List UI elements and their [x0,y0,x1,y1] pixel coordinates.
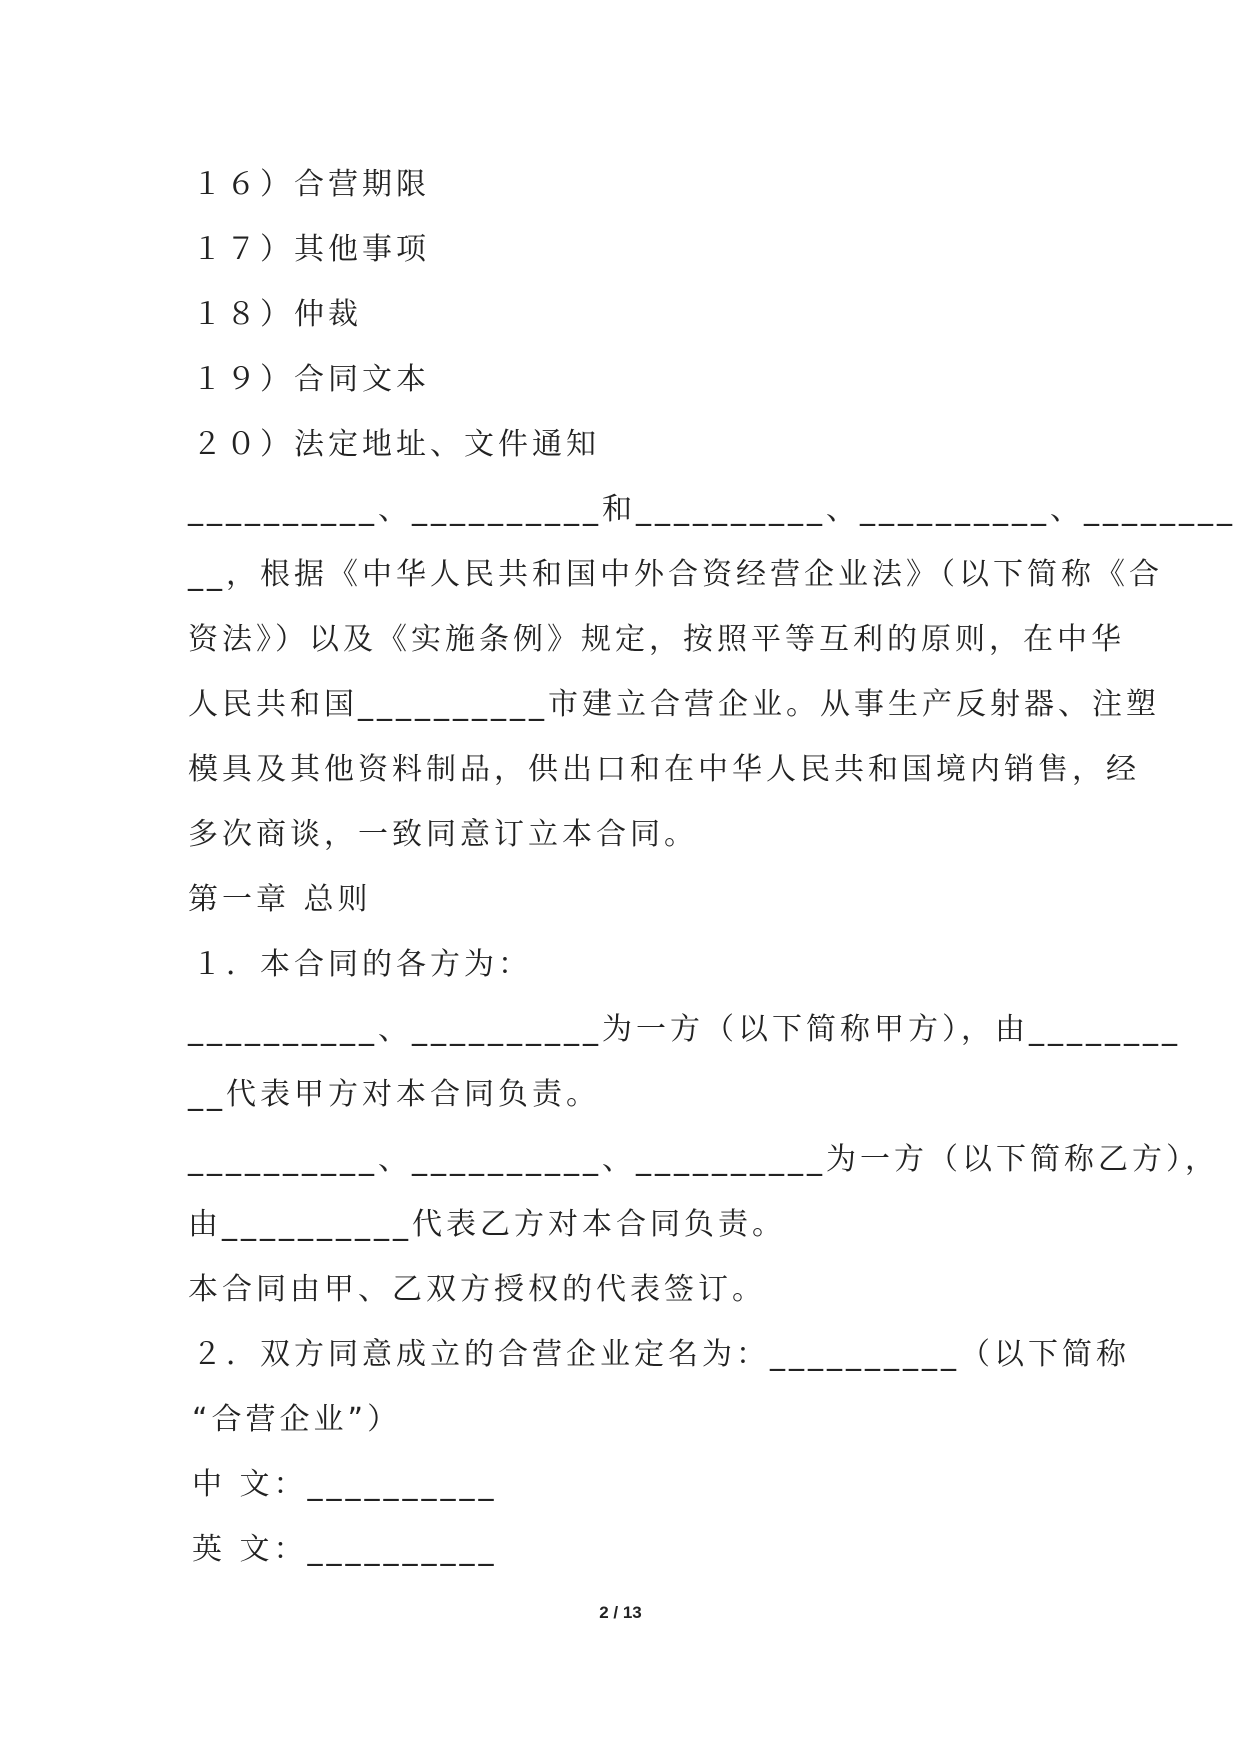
english-name-field: 英 文：__________ [192,1532,498,1567]
page-number: 2 / 13 [599,1603,642,1622]
party-a-line-1: __________、__________为一方（以下简称甲方），由________ [188,1012,1181,1047]
preamble-line-5: 模具及其他资料制品，供出口和在中华人民共和国境内销售，经 [188,752,1140,787]
preamble-line-3: 资法》）以及《实施条例》规定，按照平等互利的原则，在中华 [188,622,1125,657]
chinese-name-field: 中 文：__________ [192,1467,498,1502]
preamble-line-6: 多次商谈，一致同意订立本合同。 [188,817,698,852]
party-b-line-2: 由__________代表乙方对本合同负责。 [188,1207,786,1242]
clause-17: １７）其他事项 [192,232,430,267]
article-2-line-2: “合营企业”） [192,1402,402,1437]
party-a-line-2: __代表甲方对本合同负责。 [188,1077,600,1112]
preamble-line-1: __________、__________和__________、__________、________ [188,492,1236,527]
clause-16: １６）合营期限 [192,167,430,202]
clause-18: １８）仲裁 [192,297,362,332]
clause-20: ２０）法定地址、文件通知 [192,427,600,462]
chapter-heading: 第一章 总则 [188,882,372,917]
signing-statement: 本合同由甲、乙双方授权的代表签订。 [188,1272,766,1307]
preamble-line-4: 人民共和国__________市建立合营企业。从事生产反射器、注塑 [188,687,1160,722]
party-b-line-1: __________、__________、__________为一方（以下简称乙方）， [188,1142,1219,1177]
article-1-intro: １．本合同的各方为： [192,947,532,982]
article-2-line-1: ２．双方同意成立的合营企业定名为：__________（以下简称 [192,1337,1130,1372]
preamble-line-2: __，根据《中华人民共和国中外合资经营企业法》（以下简称《合 [188,557,1163,592]
clause-19: １９）合同文本 [192,362,430,397]
